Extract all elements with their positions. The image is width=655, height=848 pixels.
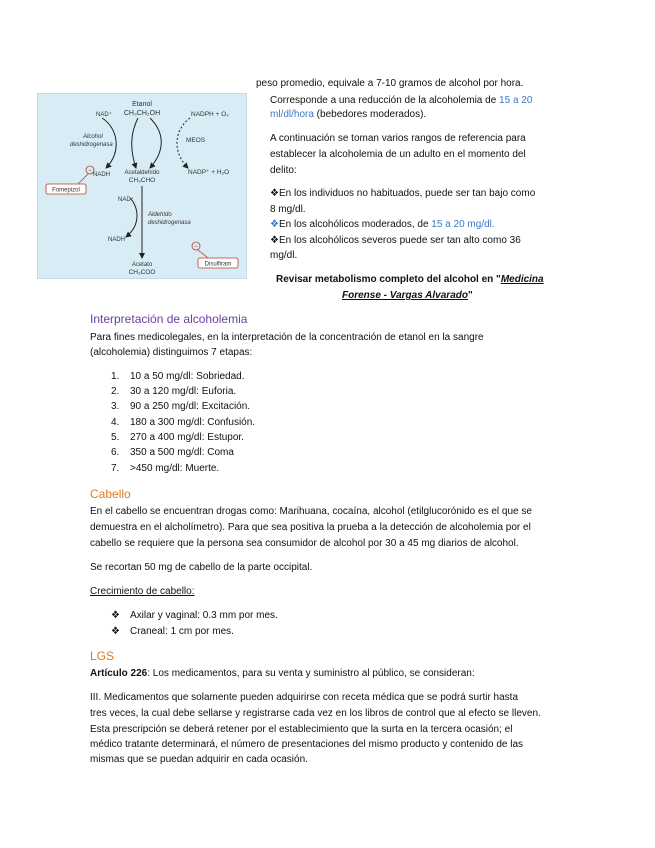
etanol-label: Etanol <box>132 101 152 108</box>
bullet-2-blue: 15 a 20 mg/dl. <box>431 219 495 230</box>
acetaldehido-formula: CH₃CHO <box>128 177 156 184</box>
alcoholemia-intro-l1: Para fines medicolegales, en la interpretación de la concentración de etanol en la sangre <box>90 332 484 343</box>
bullet-3-text: En los alcohólicos severos puede ser tan alto como 36 <box>278 235 521 246</box>
nadh-bottom-label: NADH <box>108 237 126 243</box>
right-col-para2-l3: delito: <box>270 165 297 176</box>
bullet-diamond-icon: ❖ <box>270 235 279 246</box>
acetaldehido-label: Acetaldehído <box>124 170 160 176</box>
arrow-etanol-acetaldehido-right <box>150 118 161 168</box>
stage-item <box>111 370 245 384</box>
lgs-article-text: : Los medicamentos, para su venta y suministro al público, se consideran: <box>147 668 475 679</box>
bullet-diamond-icon: ❖ <box>111 610 120 621</box>
stage-item <box>111 462 219 476</box>
stage-num: 1. <box>111 371 120 382</box>
lgs-article-number: Artículo 226 <box>90 668 148 679</box>
right-col-line3-blue: ml/dl/hora <box>270 109 314 120</box>
alcoholemia-heading: Interpretación de alcoholemia <box>90 312 248 326</box>
stage-text: 350 a 500 mg/dl: Coma <box>130 447 234 458</box>
stage-text: >450 mg/dl: Muerte. <box>130 463 220 474</box>
growth-item-text: Axilar y vaginal: 0.3 mm por mes. <box>130 610 278 621</box>
stage-text: 90 a 250 mg/dl: Excitación. <box>130 401 251 412</box>
aldehido-dh-label-1: Aldehído <box>148 212 172 218</box>
stage-item <box>111 400 250 414</box>
arrow-nad-nadh-bottom <box>126 198 137 237</box>
growth-item <box>111 609 278 623</box>
arrow-etanol-acetaldehido-left <box>132 118 138 168</box>
disulfiram-connector <box>198 250 208 258</box>
lgs-p-l4: médico tratante determinará, el número de presentaciones del mismo producto y contenido de las <box>90 739 524 750</box>
stage-num: 2. <box>111 386 120 397</box>
review-book-l2: Forense - Vargas Alvarado <box>342 290 468 301</box>
review-line2 <box>342 289 473 303</box>
alcohol-dh-label-1: Alcohol <box>83 134 103 140</box>
nadp-h2o-label: NADP⁺ + H₂O <box>188 169 230 176</box>
right-col-line1: peso promedio, equivale a 7-10 gramos de alcohol por hora. <box>256 78 524 89</box>
review-line1 <box>276 273 544 287</box>
stage-num: 7. <box>111 463 120 474</box>
nadh-label: NADH <box>93 172 111 178</box>
aldehido-dh-label-2: deshidrogenasa <box>148 220 191 226</box>
nad-mid-label: NAD⁺ <box>118 197 134 203</box>
cabello-heading: Cabello <box>90 487 131 501</box>
disulfiram-minus: − <box>194 244 198 250</box>
growth-item <box>111 625 234 639</box>
lgs-p-l5: mismas que se puedan adquirir en cada ocasión. <box>90 754 308 765</box>
stage-num: 5. <box>111 432 120 443</box>
bullet-2-text: En los alcohólicos moderados, de <box>278 219 432 230</box>
bullet-3-line2: mg/dl. <box>270 250 298 261</box>
acetato-label: Acetato <box>131 262 153 268</box>
review-book-l1: Medicina <box>500 274 544 285</box>
etanol-formula: CH₃CH₂OH <box>123 110 161 117</box>
bullet-diamond-icon: ❖ <box>270 219 279 230</box>
lgs-article <box>90 667 475 681</box>
lgs-p-l2: tres veces, la cual debe sellarse y registrarse cada vez en los libros de control que al efecto se lleven. <box>90 708 541 719</box>
metabolism-figure <box>37 93 247 279</box>
stage-item <box>111 385 236 399</box>
review-text: Revisar metabolismo completo del alcohol en " <box>276 274 501 285</box>
disulfiram-label: Disulfiram <box>204 261 232 268</box>
growth-item-text: Craneal: 1 cm por mes. <box>130 626 234 637</box>
right-col-line3 <box>270 108 426 122</box>
right-col-line2 <box>270 94 532 108</box>
bullet-1-line1 <box>270 187 535 201</box>
stage-item <box>111 416 255 430</box>
stage-text: 30 a 120 mg/dl: Euforia. <box>130 386 237 397</box>
stage-num: 6. <box>111 447 120 458</box>
metabolism-diagram <box>38 94 246 278</box>
fomepizol-label: Fomepizol <box>52 187 80 194</box>
stage-item <box>111 431 244 445</box>
stage-item <box>111 446 234 460</box>
stage-num: 3. <box>111 401 120 412</box>
bullet-diamond-icon: ❖ <box>270 188 279 199</box>
right-col-line2-text: Corresponde a una reducción de la alcoholemia de <box>270 95 500 106</box>
cabello-p2: Se recortan 50 mg de cabello de la parte occipital. <box>90 562 313 573</box>
right-col-para2-l2: establecer la alcoholemia de un adulto en el momento del <box>270 149 526 160</box>
right-col-line2-blue: 15 a 20 <box>499 95 533 106</box>
cabello-p1-l2: demuestra en el alcholímetro). Para que sea positiva la prueba a la detección de alcoholemia por el <box>90 522 531 533</box>
cabello-p1-l3: cabello se requiere que la persona sea consumidor de alcohol por 30 a 45 mg diarios de alcohol. <box>90 538 519 549</box>
stage-text: 180 a 300 mg/dl: Confusión. <box>130 417 256 428</box>
meos-label: MEOS <box>186 137 206 144</box>
fomepizol-minus: − <box>88 168 92 174</box>
alcohol-dh-label-2: deshidrogenasa <box>70 142 113 148</box>
bullet-1-text: En los individuos no habituados, puede ser tan bajo como <box>278 188 536 199</box>
bullet-2 <box>270 218 495 232</box>
review-quote: " <box>467 290 473 301</box>
alcoholemia-intro-l2: (alcoholemia) distinguimos 7 etapas: <box>90 347 253 358</box>
lgs-p-l3: Esta prescripción se deberá retener por el establecimiento que la surta en la tercera ocasión; el <box>90 724 513 735</box>
lgs-p-l1: III. Medicamentos que solamente pueden adquirirse con receta médica que se podrá surtir hasta <box>90 692 519 703</box>
growth-heading: Crecimiento de cabello: <box>90 586 195 597</box>
nad-top-label: NAD⁺ <box>96 112 112 118</box>
nadph-label: NADPH + O₂ <box>191 111 229 118</box>
stage-text: 270 a 400 mg/dl: Estupor. <box>130 432 244 443</box>
cabello-p1-l1: En el cabello se encuentran drogas como: Marihuana, cocaína, alcohol (etilglucorónido es el que se <box>90 506 532 517</box>
bullet-diamond-icon: ❖ <box>111 626 120 637</box>
stage-num: 4. <box>111 417 120 428</box>
right-col-para2-l1: A continuación se toman varios rangos de referencia para <box>270 133 526 144</box>
lgs-heading: LGS <box>90 649 115 663</box>
bullet-1-line2: 8 mg/dl. <box>270 204 306 215</box>
bullet-3-line1 <box>270 234 521 248</box>
stage-text: 10 a 50 mg/dl: Sobriedad. <box>130 371 245 382</box>
right-col-line3-text: (bebedores moderados). <box>313 109 427 120</box>
acetato-formula: CH₃COO <box>128 269 156 276</box>
